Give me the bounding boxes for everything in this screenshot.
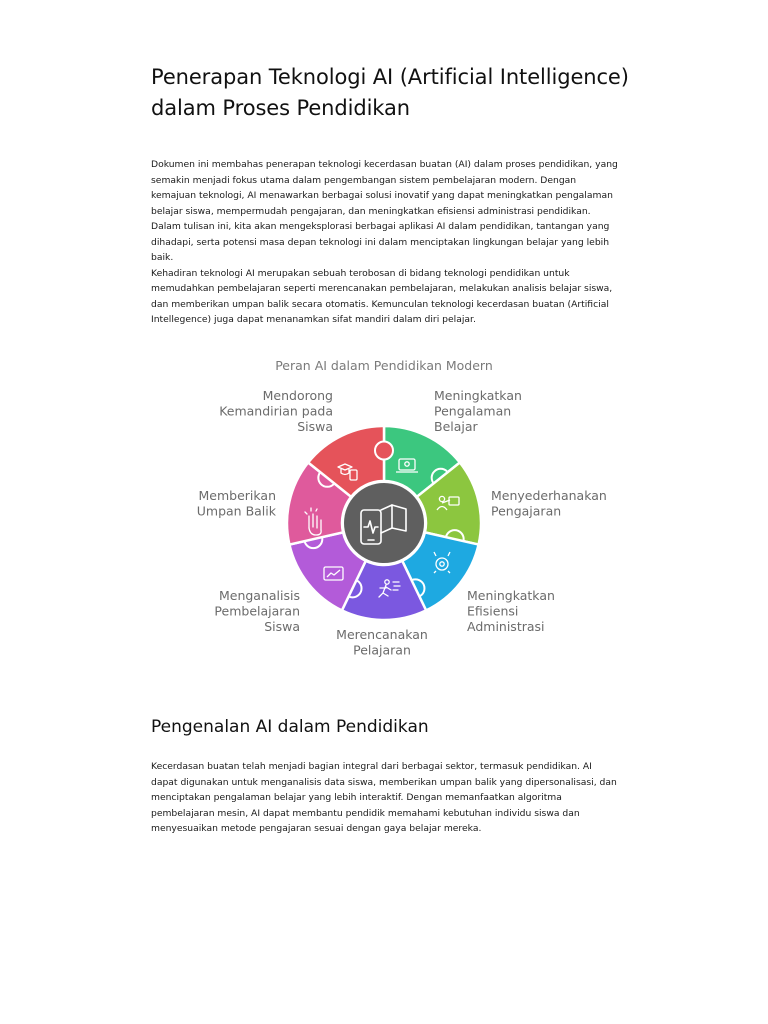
segment-label-4	[336, 627, 428, 658]
center-hub	[344, 483, 424, 563]
segment-label-line: Efisiensi	[467, 603, 519, 619]
segment-label-2	[491, 488, 607, 519]
segment-label-line: Belajar	[434, 419, 478, 434]
diagram-title: Peran AI dalam Pendidikan Modern	[275, 358, 493, 373]
segment-label-line: Merencanakan	[336, 627, 428, 642]
intro-paragraph-2: Kehadiran teknologi AI merupakan sebuah terobosan di bidang teknologi pendidikan untuk memudahkan pembelajaran seperti merencanakan pembelajaran, melakukan analisis belajar siswa, dan memberikan umpan balik secara otomatis. Kemunculan teknologi kecerdasan buatan (Artificial Intellegence) juga dapat menanamkan sifat mandiri dalam diri pelajar.	[151, 267, 613, 325]
segment-label-line: Pembelajaran	[214, 603, 300, 619]
puzzle-knob-7	[375, 442, 393, 460]
segment-label-line: Menyederhanakan	[491, 488, 607, 503]
segment-label-line: Pelajaran	[353, 642, 411, 658]
intro-paragraph-1: Dokumen ini membahas penerapan teknologi kecerdasan buatan (AI) dalam proses pendidikan, yang semakin menjadi fokus utama dalam pengembangan sistem pembelajaran modern. Dengan kemajuan teknologi, AI menawarkan berbagai solusi inovatif yang dapat meningkatkan pengalaman belajar siswa, mempermudah pengajaran, dan meningkatkan efisiensi administrasi pendidikan. Dalam tulisan ini, kita akan mengeksplorasi berbagai aplikasi AI dalam pendidikan, tantangan yang dihadapi, serta potensi masa depan teknologi ini dalam menciptakan lingkungan belajar yang lebih baik.	[151, 159, 618, 263]
segment-label-line: Kemandirian pada	[219, 403, 333, 419]
section-paragraph: Kecerdasan buatan telah menjadi bagian integral dari berbagai sektor, termasuk pendidikan. AI dapat digunakan untuk menganalisis data siswa, memberikan umpan balik yang dipersonalisasi, dan menciptakan pengalaman belajar yang lebih interaktif. Dengan memanfaatkan algoritma pembelajaran mesin, AI dapat membantu pendidik memahami kebutuhan individu siswa dan menyesuaikan metode pengajaran sesuai dengan gaya belajar mereka.	[151, 761, 617, 834]
segment-label-line: Pengajaran	[491, 503, 562, 519]
segment-label-7	[219, 388, 333, 434]
segment-label-line: Mendorong	[262, 388, 333, 403]
segment-label-line: Meningkatkan	[467, 588, 555, 603]
segment-label-3	[467, 588, 555, 634]
segment-label-line: Memberikan	[198, 488, 276, 503]
segment-label-line: Umpan Balik	[196, 503, 276, 519]
segment-label-5	[214, 588, 300, 634]
segment-label-line: Pengalaman	[434, 403, 512, 419]
segment-label-line: Siswa	[297, 419, 333, 434]
segment-label-line: Meningkatkan	[434, 388, 522, 403]
segment-label-1	[434, 388, 522, 434]
segment-label-line: Administrasi	[467, 619, 545, 634]
document-title: Penerapan Teknologi AI (Artificial Intelligence) dalam Proses Pendidikan	[151, 65, 629, 120]
segment-label-line: Menganalisis	[218, 588, 300, 603]
segment-label-6	[197, 488, 277, 519]
section-heading: Pengenalan AI dalam Pendidikan	[151, 717, 429, 737]
segment-label-line: Siswa	[264, 619, 300, 634]
center-circle	[344, 483, 424, 563]
